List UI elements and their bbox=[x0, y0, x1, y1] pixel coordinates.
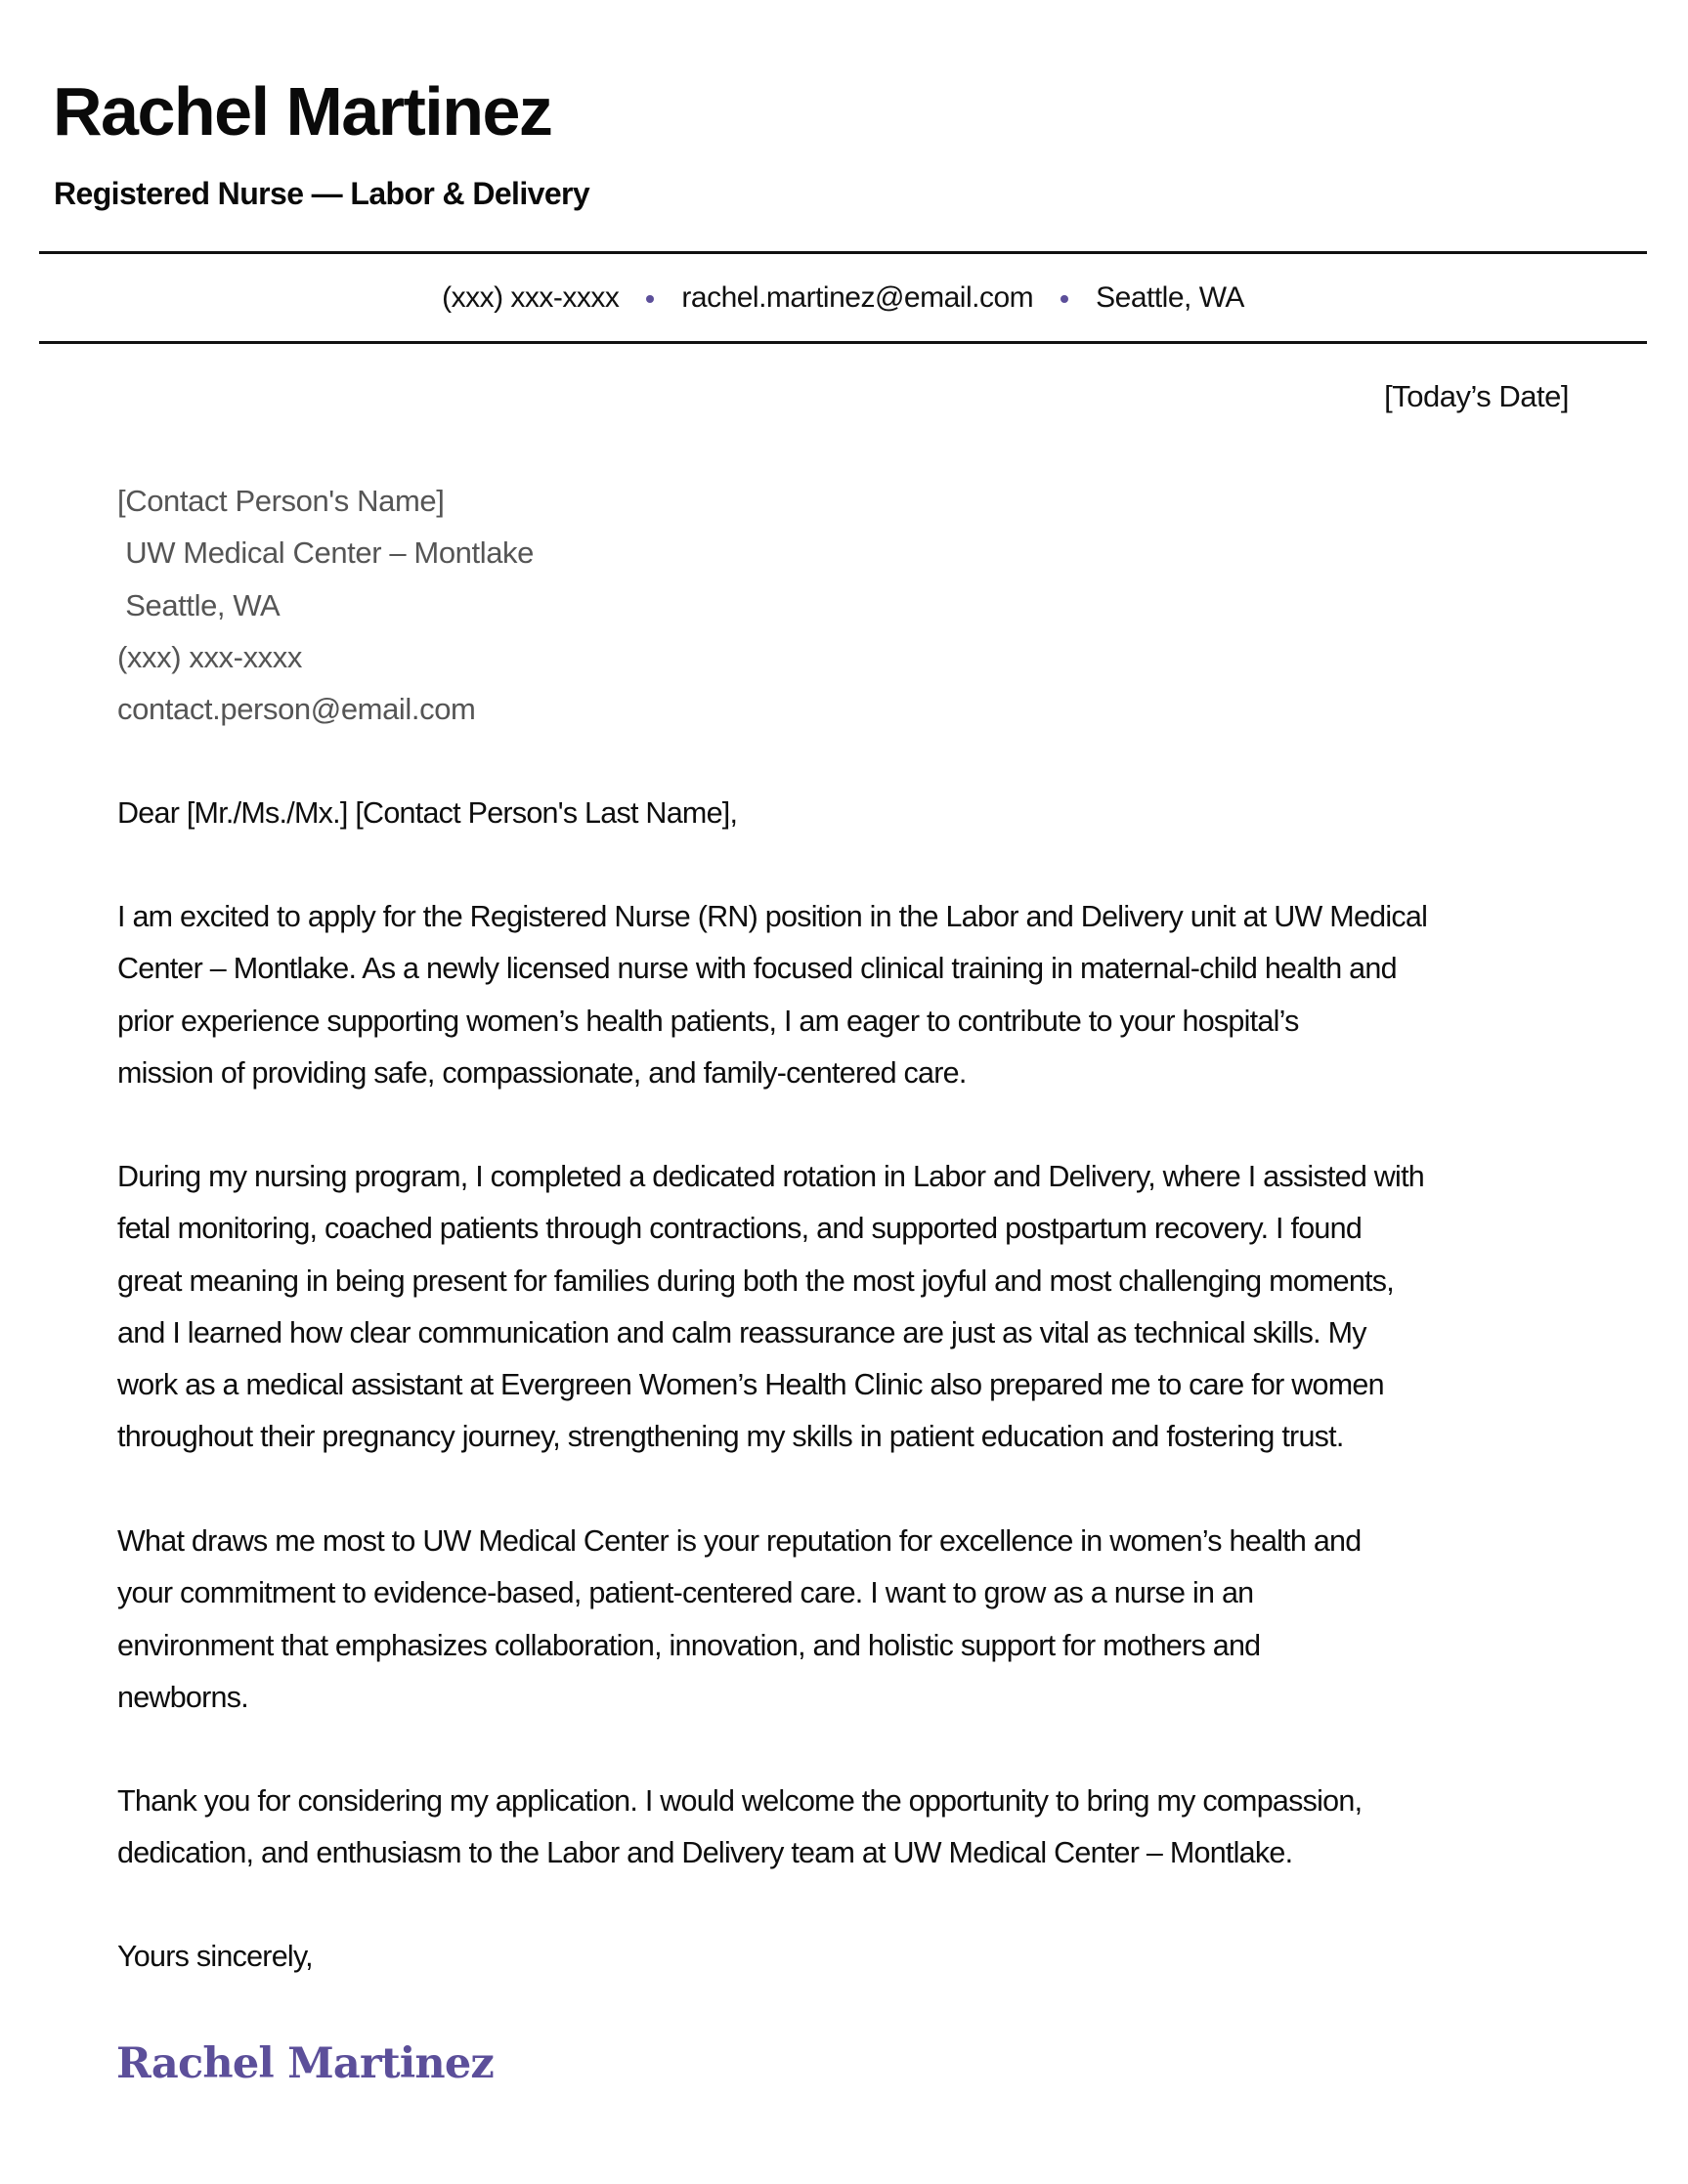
paragraph-line: work as a medical assistant at Evergreen Women’s Health Clinic also prepared me to care for women bbox=[117, 1368, 1384, 1402]
paragraph-line: your commitment to evidence-based, patient-centered care. I want to grow as a nurse in an bbox=[117, 1576, 1254, 1610]
paragraph-line: mission of providing safe, compassionate, and family-centered care. bbox=[117, 1055, 967, 1090]
header-divider-top bbox=[39, 251, 1647, 254]
paragraph-line: and I learned how clear communication and calm reassurance are just as vital as technical skills. My bbox=[117, 1315, 1366, 1349]
contact-bar bbox=[39, 256, 1647, 340]
paragraph-line: prior experience supporting women’s health patients, I am eager to contribute to your hospital’s bbox=[117, 1004, 1299, 1038]
signature: Rachel Martinez bbox=[116, 2039, 495, 2088]
paragraph-motivation bbox=[117, 1516, 1361, 1724]
paragraph-line: What draws me most to UW Medical Center is your reputation for excellence in women’s health and bbox=[117, 1524, 1362, 1558]
paragraph-line: environment that emphasizes collaboration, innovation, and holistic support for mothers and bbox=[117, 1628, 1261, 1662]
paragraph-line: throughout their pregnancy journey, strengthening my skills in patient education and fostering trust. bbox=[117, 1420, 1344, 1454]
paragraph-line: I am excited to apply for the Registered Nurse (RN) position in the Labor and Delivery unit at UW Medical bbox=[117, 900, 1428, 933]
bullet-separator-icon bbox=[1060, 295, 1068, 303]
paragraph-line: dedication, and enthusiasm to the Labor and Delivery team at UW Medical Center – Montlake. bbox=[117, 1836, 1293, 1870]
contact-phone: (xxx) xxx-xxxx bbox=[442, 281, 620, 314]
contact-location: Seattle, WA bbox=[1096, 281, 1244, 314]
recipient-email[interactable]: contact.person@email.com bbox=[117, 692, 476, 727]
recipient-location: Seattle, WA bbox=[117, 587, 281, 622]
header-divider-bottom bbox=[39, 341, 1647, 344]
recipient-phone: (xxx) xxx-xxxx bbox=[117, 639, 302, 674]
bullet-separator-icon bbox=[646, 295, 654, 303]
job-title-tagline: Registered Nurse — Labor & Delivery bbox=[54, 176, 590, 211]
contact-email[interactable]: rachel.martinez@email.com bbox=[681, 281, 1034, 314]
recipient-organization: UW Medical Center – Montlake bbox=[117, 535, 535, 571]
paragraph-closing bbox=[117, 1776, 1362, 1880]
recipient-name: [Contact Person's Name] bbox=[117, 484, 445, 518]
paragraph-line: Center – Montlake. As a newly licensed nurse with focused clinical training in maternal-child health and bbox=[117, 952, 1397, 986]
paragraph-intro bbox=[117, 891, 1427, 1099]
paragraph-line: great meaning in being present for families during both the most joyful and most challenging moments, bbox=[117, 1263, 1394, 1298]
salutation: Dear [Mr./Ms./Mx.] [Contact Person's Last Name], bbox=[117, 796, 738, 830]
paragraph-experience bbox=[117, 1151, 1424, 1464]
applicant-name: Rachel Martinez bbox=[53, 73, 552, 150]
paragraph-line: newborns. bbox=[117, 1680, 248, 1714]
paragraph-line: Thank you for considering my application. I would welcome the opportunity to bring my compassion, bbox=[117, 1784, 1363, 1818]
recipient-block bbox=[117, 475, 534, 735]
closing-phrase: Yours sincerely, bbox=[117, 1940, 313, 1973]
letter-date: [Today’s Date] bbox=[1384, 379, 1569, 413]
paragraph-line: During my nursing program, I completed a dedicated rotation in Labor and Delivery, where I assisted with bbox=[117, 1160, 1425, 1193]
paragraph-line: fetal monitoring, coached patients through contractions, and supported postpartum recovery. I found bbox=[117, 1212, 1363, 1246]
